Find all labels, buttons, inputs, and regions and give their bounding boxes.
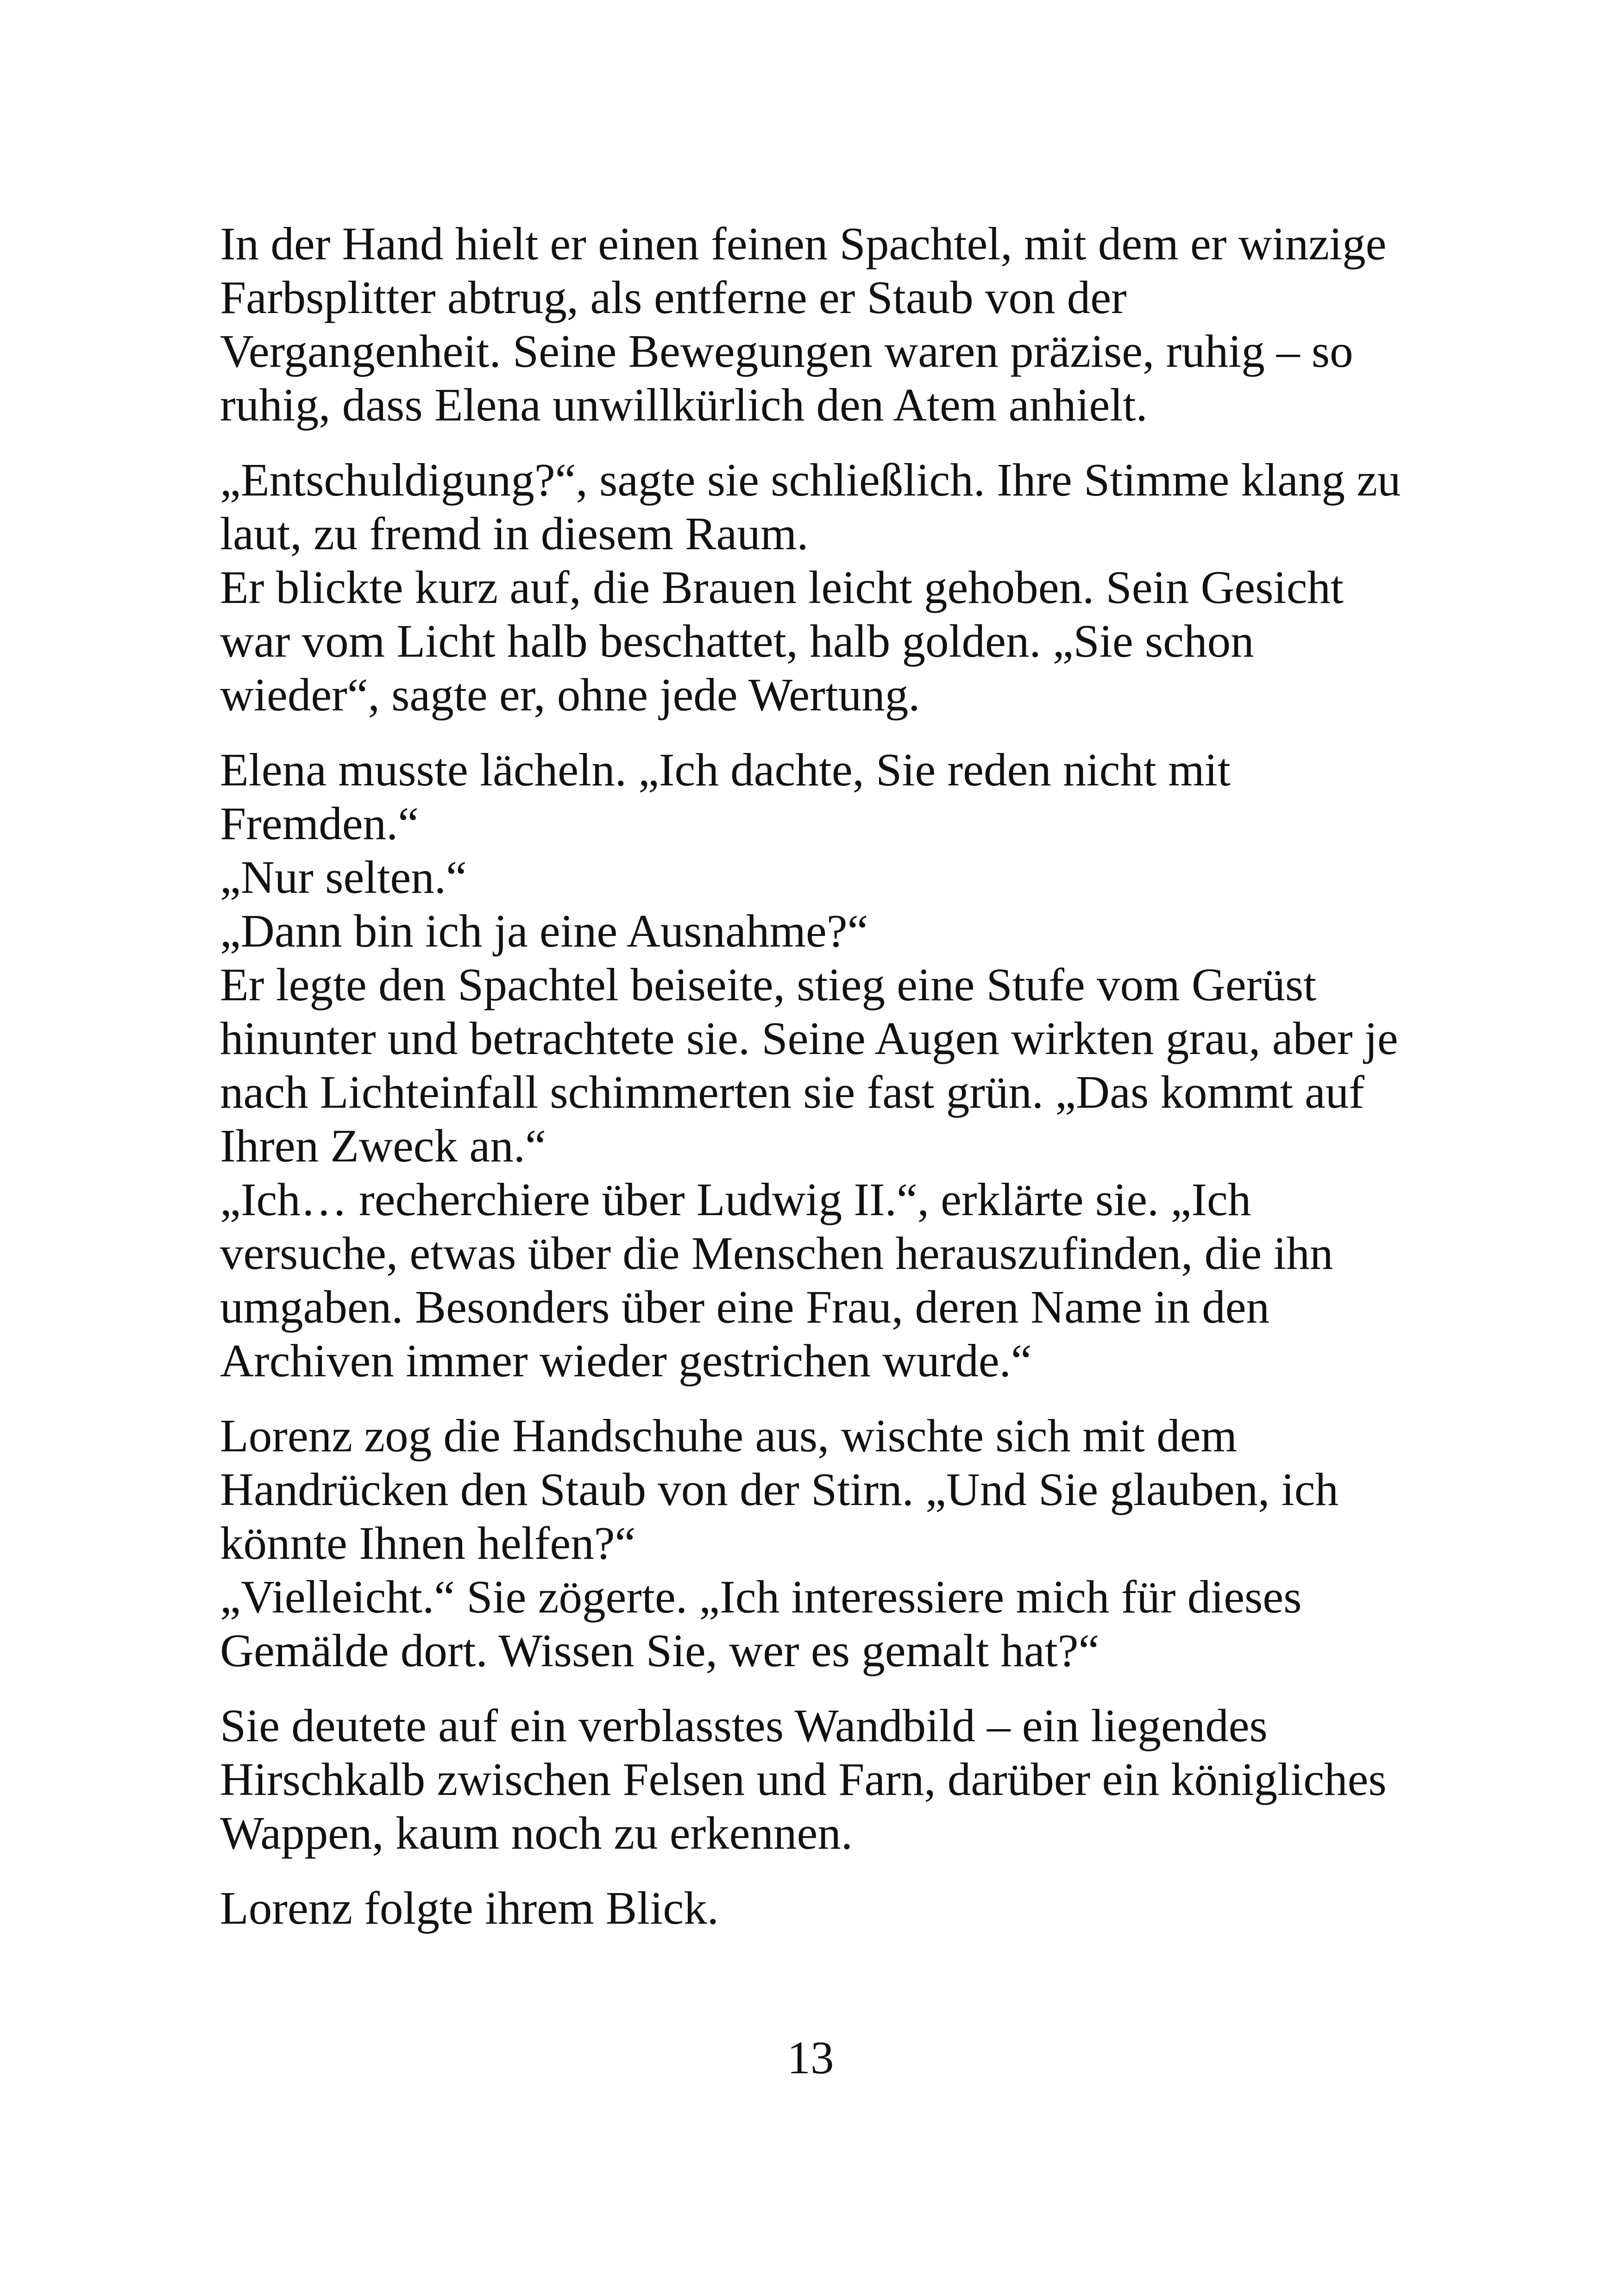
- text-line: könnte Ihnen helfen?“: [220, 1517, 636, 1569]
- text-line: Lorenz folgte ihrem Blick.: [220, 1882, 719, 1934]
- text-line: In der Hand hielt er einen feinen Spachtel, mit dem er winzige: [220, 218, 1387, 270]
- paragraph-6: [220, 1881, 1424, 1935]
- paragraph-4: [220, 1409, 1424, 1677]
- text-line: versuche, etwas über die Menschen herauszufinden, die ihn: [220, 1227, 1333, 1279]
- text-line: „Vielleicht.“ Sie zögerte. „Ich interessiere mich für dieses: [220, 1571, 1302, 1623]
- text-line: „Entschuldigung?“, sagte sie schließlich. Ihre Stimme klang zu: [220, 454, 1401, 506]
- text-line: „Ich… recherchiere über Ludwig II.“, erklärte sie. „Ich: [220, 1173, 1251, 1225]
- text-line: Archiven immer wieder gestrichen wurde.“: [220, 1335, 1032, 1386]
- text-line: Fremden.“: [220, 797, 419, 849]
- text-line: wieder“, sagte er, ohne jede Wertung.: [220, 669, 920, 721]
- text-line: Handrücken den Staub von der Stirn. „Und Sie glauben, ich: [220, 1463, 1339, 1515]
- text-line: Farbsplitter abtrug, als entferne er Staub von der: [220, 271, 1127, 323]
- paragraph-5: [220, 1699, 1424, 1860]
- text-line: Ihren Zweck an.“: [220, 1120, 546, 1172]
- page-number: 13: [787, 2032, 834, 2083]
- text-line: Gemälde dort. Wissen Sie, wer es gemalt hat?“: [220, 1625, 1100, 1676]
- text-line: Wappen, kaum noch zu erkennen.: [220, 1807, 853, 1859]
- text-line: Er blickte kurz auf, die Brauen leicht gehoben. Sein Gesicht: [220, 561, 1344, 613]
- text-line: war vom Licht halb beschattet, halb golden. „Sie schon: [220, 615, 1254, 667]
- text-line: Vergangenheit. Seine Bewegungen waren präzise, ruhig – so: [220, 325, 1353, 377]
- text-line: Er legte den Spachtel beiseite, stieg eine Stufe vom Gerüst: [220, 959, 1317, 1010]
- text-line: ruhig, dass Elena unwillkürlich den Atem anhielt.: [220, 379, 1148, 431]
- text-body: [220, 217, 1424, 1956]
- text-line: Sie deutete auf ein verblasstes Wandbild – ein liegendes: [220, 1700, 1268, 1751]
- text-line: Hirschkalb zwischen Felsen und Farn, darüber ein königliches: [220, 1753, 1387, 1805]
- paragraph-3: [220, 743, 1424, 1387]
- paragraph-2: [220, 453, 1424, 721]
- text-line: „Dann bin ich ja eine Ausnahme?“: [220, 905, 868, 957]
- paragraph-1: [220, 217, 1424, 432]
- text-line: laut, zu fremd in diesem Raum.: [220, 508, 809, 559]
- text-line: umgaben. Besonders über eine Frau, deren Name in den: [220, 1281, 1270, 1333]
- text-line: nach Lichteinfall schimmerten sie fast grün. „Das kommt auf: [220, 1066, 1364, 1118]
- text-line: Elena musste lächeln. „Ich dachte, Sie reden nicht mit: [220, 744, 1231, 796]
- text-line: Lorenz zog die Handschuhe aus, wischte sich mit dem: [220, 1410, 1238, 1462]
- text-line: „Nur selten.“: [220, 851, 467, 903]
- text-line: hinunter und betrachtete sie. Seine Augen wirkten grau, aber je: [220, 1012, 1398, 1064]
